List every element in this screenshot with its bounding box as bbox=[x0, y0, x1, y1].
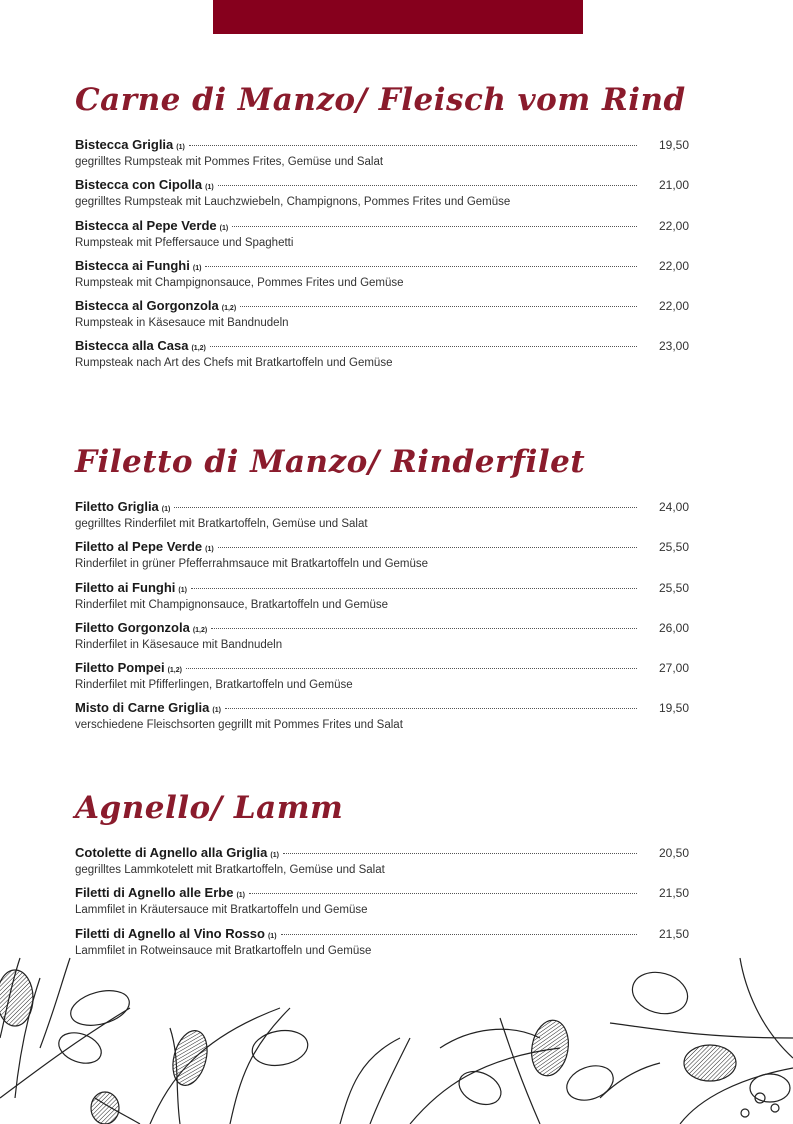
dot-leader bbox=[189, 145, 637, 146]
dot-leader bbox=[186, 668, 637, 669]
section-filet bbox=[75, 440, 689, 740]
item-name: Bistecca con Cipolla bbox=[75, 177, 203, 193]
item-name: Misto di Carne Griglia bbox=[75, 700, 210, 716]
dot-leader bbox=[191, 588, 637, 589]
section-title: Filetto di Manzo/ Rinderfilet bbox=[75, 444, 586, 480]
menu-item bbox=[75, 337, 689, 377]
item-allergen-note: (1) bbox=[219, 224, 229, 232]
menu-list bbox=[75, 498, 689, 740]
item-allergen-note: (1) bbox=[212, 707, 221, 715]
item-allergen-note: (1) bbox=[176, 144, 185, 151]
section-title: Agnello/ Lamm bbox=[75, 790, 344, 826]
menu-list bbox=[75, 136, 689, 378]
item-name: Bistecca alla Casa bbox=[75, 338, 189, 354]
item-name: Filetto al Pepe Verde bbox=[75, 539, 203, 555]
dot-leader bbox=[218, 185, 637, 186]
item-name: Filetti di Agnello al Vino Rosso bbox=[75, 925, 265, 941]
item-allergen-note: (1) bbox=[236, 892, 245, 900]
item-price: 22,00 bbox=[659, 218, 690, 233]
item-allergen-note: (1) bbox=[267, 932, 277, 940]
item-description: Rumpsteak mit Pfeffersauce und Spaghetti bbox=[75, 236, 294, 249]
item-price: 21,50 bbox=[659, 886, 690, 901]
item-price: 27,00 bbox=[659, 661, 690, 676]
item-description: gegrilltes Rinderfilet mit Bratkartoffeln, Gemüse und Salat bbox=[75, 518, 368, 530]
item-description: gegrilltes Rumpsteak mit Pommes Frites, Gemüse und Salat bbox=[75, 156, 384, 168]
item-name: Filetto Pompei bbox=[75, 660, 165, 676]
item-price: 25,50 bbox=[659, 540, 690, 555]
menu-item bbox=[75, 297, 689, 337]
dot-leader bbox=[232, 226, 637, 227]
olive-branch-illustration bbox=[0, 948, 793, 1124]
dot-leader bbox=[281, 934, 637, 935]
item-price: 23,00 bbox=[659, 339, 690, 354]
item-price: 19,50 bbox=[659, 701, 690, 716]
menu-item bbox=[75, 884, 689, 924]
item-price: 21,00 bbox=[659, 178, 690, 193]
item-allergen-note: (1,2) bbox=[191, 345, 206, 353]
item-price: 24,00 bbox=[659, 500, 690, 514]
item-allergen-note: (1) bbox=[192, 264, 202, 272]
item-description: Rumpsteak in Käsesauce mit Bandnudeln bbox=[75, 317, 289, 330]
item-description: Rumpsteak nach Art des Chefs mit Bratkartoffeln und Gemüse bbox=[75, 357, 393, 370]
dot-leader bbox=[211, 628, 637, 629]
item-price: 22,00 bbox=[659, 299, 690, 314]
item-name: Bistecca Griglia bbox=[75, 137, 174, 152]
menu-item bbox=[75, 538, 689, 578]
item-description: Lammfilet in Rotweinsauce mit Bratkartoffeln und Gemüse bbox=[75, 944, 372, 957]
menu-item bbox=[75, 844, 689, 884]
menu-item bbox=[75, 136, 689, 176]
item-description: Rumpsteak mit Champignonsauce, Pommes Frites und Gemüse bbox=[75, 276, 404, 289]
menu-item bbox=[75, 699, 689, 739]
item-price: 21,50 bbox=[659, 926, 690, 941]
item-description: Rinderfilet mit Champignonsauce, Bratkartoffeln und Gemüse bbox=[75, 598, 389, 611]
item-name: Cotolette di Agnello alla Griglia bbox=[75, 845, 268, 860]
dot-leader bbox=[210, 346, 637, 347]
item-allergen-note: (1) bbox=[270, 852, 279, 859]
item-name: Filetti di Agnello alle Erbe bbox=[75, 885, 234, 901]
item-name: Bistecca ai Funghi bbox=[75, 257, 190, 273]
item-description: Rinderfilet in Käsesauce mit Bandnudeln bbox=[75, 638, 283, 651]
item-price: 22,00 bbox=[659, 258, 690, 273]
dot-leader bbox=[249, 893, 637, 894]
item-allergen-note: (1) bbox=[205, 546, 214, 554]
item-description: verschiedene Fleischsorten gegrillt mit Pommes Frites und Salat bbox=[75, 719, 403, 732]
item-name: Bistecca al Pepe Verde bbox=[75, 217, 217, 233]
item-description: Lammfilet in Kräutersauce mit Bratkartoffeln und Gemüse bbox=[75, 904, 368, 917]
menu-item bbox=[75, 498, 689, 538]
dot-leader bbox=[283, 853, 637, 854]
top-banner-bar bbox=[213, 0, 583, 34]
item-price: 25,50 bbox=[659, 580, 690, 595]
menu-item bbox=[75, 659, 689, 699]
item-allergen-note: (1,2) bbox=[221, 305, 237, 313]
dot-leader bbox=[240, 306, 637, 307]
item-name: Filetto Griglia bbox=[75, 499, 159, 514]
menu-item bbox=[75, 176, 689, 216]
item-allergen-note: (1) bbox=[161, 506, 171, 513]
menu-item bbox=[75, 579, 689, 619]
menu-item bbox=[75, 257, 689, 297]
item-name: Filetto ai Funghi bbox=[75, 579, 176, 595]
section-beef bbox=[75, 78, 689, 378]
item-description: gegrilltes Lammkotelett mit Bratkartoffeln, Gemüse und Salat bbox=[75, 864, 385, 876]
menu-item bbox=[75, 619, 689, 659]
dot-leader bbox=[225, 708, 637, 709]
menu-list bbox=[75, 844, 689, 965]
item-name: Filetto Gorgonzola bbox=[75, 619, 190, 635]
section-title: Carne di Manzo/ Fleisch vom Rind bbox=[75, 82, 686, 118]
menu-item bbox=[75, 217, 689, 257]
item-price: 20,50 bbox=[659, 846, 690, 860]
item-allergen-note: (1,2) bbox=[192, 626, 208, 634]
item-description: Rinderfilet mit Pfifferlingen, Bratkartoffeln und Gemüse bbox=[75, 679, 353, 692]
item-price: 26,00 bbox=[659, 620, 690, 635]
item-description: gegrilltes Rumpsteak mit Lauchzwiebeln, Champignons, Pommes Frites und Gemüse bbox=[75, 196, 511, 209]
item-allergen-note: (1) bbox=[205, 184, 214, 192]
item-allergen-note: (1) bbox=[178, 586, 187, 594]
item-description: Rinderfilet in grüner Pfefferrahmsauce mit Bratkartoffeln und Gemüse bbox=[75, 558, 429, 571]
item-price: 19,50 bbox=[659, 138, 690, 152]
item-name: Bistecca al Gorgonzola bbox=[75, 298, 219, 314]
dot-leader bbox=[174, 507, 637, 508]
dot-leader bbox=[205, 266, 637, 267]
item-allergen-note: (1,2) bbox=[167, 667, 182, 675]
section-lamb bbox=[75, 786, 689, 965]
dot-leader bbox=[218, 547, 637, 548]
